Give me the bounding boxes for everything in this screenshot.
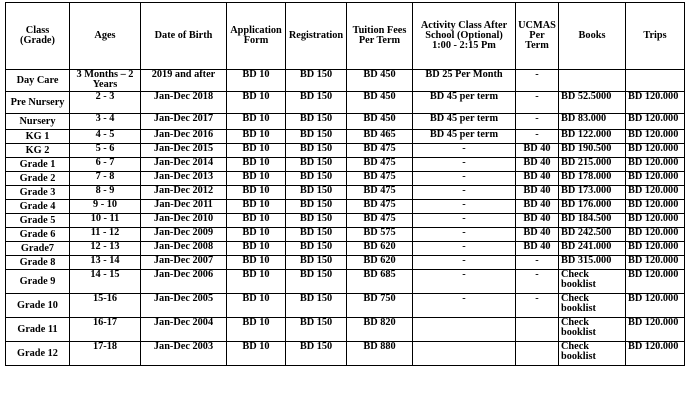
cell-class: Grade 6 bbox=[6, 228, 70, 242]
cell-dob: Jan-Dec 2013 bbox=[141, 172, 227, 186]
cell-books: BD 83.000 bbox=[559, 114, 626, 130]
cell-application: BD 10 bbox=[227, 228, 286, 242]
table-row bbox=[6, 228, 685, 242]
cell-activity: - bbox=[413, 158, 516, 172]
cell-trips: BD 120.000 bbox=[626, 242, 685, 256]
cell-registration: BD 150 bbox=[286, 92, 347, 114]
cell-ucmas: BD 40 bbox=[516, 214, 559, 228]
cell-tuition: BD 475 bbox=[347, 214, 413, 228]
cell-ucmas: BD 40 bbox=[516, 172, 559, 186]
cell-trips bbox=[626, 70, 685, 92]
cell-class: Grade 12 bbox=[6, 342, 70, 366]
cell-activity: - bbox=[413, 214, 516, 228]
cell-ages: 4 - 5 bbox=[70, 130, 141, 144]
cell-ages: 10 - 11 bbox=[70, 214, 141, 228]
cell-dob: Jan-Dec 2014 bbox=[141, 158, 227, 172]
table-row bbox=[6, 214, 685, 228]
cell-trips: BD 120.000 bbox=[626, 294, 685, 318]
cell-trips: BD 120.000 bbox=[626, 92, 685, 114]
cell-registration: BD 150 bbox=[286, 114, 347, 130]
table-row bbox=[6, 172, 685, 186]
cell-registration: BD 150 bbox=[286, 228, 347, 242]
cell-ucmas: BD 40 bbox=[516, 200, 559, 214]
table-row bbox=[6, 256, 685, 270]
cell-books: BD 241.000 bbox=[559, 242, 626, 256]
cell-class: Nursery bbox=[6, 114, 70, 130]
cell-books: BD 178.000 bbox=[559, 172, 626, 186]
cell-dob: Jan-Dec 2012 bbox=[141, 186, 227, 200]
cell-application: BD 10 bbox=[227, 294, 286, 318]
cell-books: BD 176.000 bbox=[559, 200, 626, 214]
cell-ages: 14 - 15 bbox=[70, 270, 141, 294]
cell-application: BD 10 bbox=[227, 214, 286, 228]
cell-application: BD 10 bbox=[227, 256, 286, 270]
cell-dob: Jan-Dec 2006 bbox=[141, 270, 227, 294]
cell-trips: BD 120.000 bbox=[626, 228, 685, 242]
cell-tuition: BD 450 bbox=[347, 70, 413, 92]
cell-ages: 7 - 8 bbox=[70, 172, 141, 186]
cell-class: Pre Nursery bbox=[6, 92, 70, 114]
cell-registration: BD 150 bbox=[286, 270, 347, 294]
fee-table bbox=[5, 2, 685, 366]
cell-ages: 3 - 4 bbox=[70, 114, 141, 130]
table-row bbox=[6, 200, 685, 214]
table-row bbox=[6, 92, 685, 114]
cell-tuition: BD 450 bbox=[347, 114, 413, 130]
cell-application: BD 10 bbox=[227, 114, 286, 130]
cell-registration: BD 150 bbox=[286, 214, 347, 228]
cell-registration: BD 150 bbox=[286, 200, 347, 214]
table-row bbox=[6, 294, 685, 318]
cell-tuition: BD 475 bbox=[347, 158, 413, 172]
cell-class: Grade 4 bbox=[6, 200, 70, 214]
cell-books: BD 215.000 bbox=[559, 158, 626, 172]
cell-registration: BD 150 bbox=[286, 70, 347, 92]
cell-activity: - bbox=[413, 144, 516, 158]
table-row bbox=[6, 114, 685, 130]
cell-ages: 8 - 9 bbox=[70, 186, 141, 200]
cell-registration: BD 150 bbox=[286, 158, 347, 172]
table-row bbox=[6, 70, 685, 92]
cell-registration: BD 150 bbox=[286, 294, 347, 318]
cell-activity: BD 25 Per Month bbox=[413, 70, 516, 92]
cell-tuition: BD 685 bbox=[347, 270, 413, 294]
cell-activity: BD 45 per term bbox=[413, 92, 516, 114]
cell-activity: - bbox=[413, 270, 516, 294]
cell-dob: Jan-Dec 2007 bbox=[141, 256, 227, 270]
cell-books: BD 52.5000 bbox=[559, 92, 626, 114]
cell-ucmas: - bbox=[516, 92, 559, 114]
cell-books: Check booklist bbox=[559, 342, 626, 366]
cell-ages: 9 - 10 bbox=[70, 200, 141, 214]
cell-trips: BD 120.000 bbox=[626, 214, 685, 228]
cell-activity bbox=[413, 342, 516, 366]
cell-ages: 13 - 14 bbox=[70, 256, 141, 270]
cell-tuition: BD 465 bbox=[347, 130, 413, 144]
cell-books: Check booklist bbox=[559, 294, 626, 318]
cell-tuition: BD 880 bbox=[347, 342, 413, 366]
cell-dob: Jan-Dec 2003 bbox=[141, 342, 227, 366]
cell-tuition: BD 475 bbox=[347, 144, 413, 158]
cell-ucmas: - bbox=[516, 256, 559, 270]
table-row bbox=[6, 186, 685, 200]
cell-ucmas: - bbox=[516, 70, 559, 92]
cell-trips: BD 120.000 bbox=[626, 158, 685, 172]
cell-ucmas: BD 40 bbox=[516, 186, 559, 200]
cell-dob: Jan-Dec 2015 bbox=[141, 144, 227, 158]
cell-class: Grade7 bbox=[6, 242, 70, 256]
cell-dob: Jan-Dec 2004 bbox=[141, 318, 227, 342]
cell-ages: 2 - 3 bbox=[70, 92, 141, 114]
cell-tuition: BD 575 bbox=[347, 228, 413, 242]
cell-books: BD 184.500 bbox=[559, 214, 626, 228]
cell-tuition: BD 820 bbox=[347, 318, 413, 342]
cell-registration: BD 150 bbox=[286, 172, 347, 186]
cell-books: BD 190.500 bbox=[559, 144, 626, 158]
cell-application: BD 10 bbox=[227, 318, 286, 342]
cell-books: BD 122.000 bbox=[559, 130, 626, 144]
cell-ages: 5 - 6 bbox=[70, 144, 141, 158]
col-header-trips: Trips bbox=[626, 3, 685, 70]
cell-ages: 11 - 12 bbox=[70, 228, 141, 242]
cell-class: Day Care bbox=[6, 70, 70, 92]
cell-ages: 16-17 bbox=[70, 318, 141, 342]
col-header-class: Class (Grade) bbox=[6, 3, 70, 70]
cell-activity: - bbox=[413, 294, 516, 318]
cell-tuition: BD 620 bbox=[347, 242, 413, 256]
cell-ucmas: - bbox=[516, 130, 559, 144]
cell-class: KG 1 bbox=[6, 130, 70, 144]
cell-tuition: BD 475 bbox=[347, 172, 413, 186]
cell-ucmas: - bbox=[516, 294, 559, 318]
cell-tuition: BD 750 bbox=[347, 294, 413, 318]
cell-activity: - bbox=[413, 256, 516, 270]
table-row bbox=[6, 130, 685, 144]
col-header-activity: Activity Class After School (Optional) 1:00 - 2:15 Pm bbox=[413, 3, 516, 70]
cell-application: BD 10 bbox=[227, 200, 286, 214]
cell-ucmas bbox=[516, 342, 559, 366]
cell-dob: Jan-Dec 2008 bbox=[141, 242, 227, 256]
cell-books: BD 173.000 bbox=[559, 186, 626, 200]
cell-tuition: BD 450 bbox=[347, 92, 413, 114]
cell-application: BD 10 bbox=[227, 172, 286, 186]
cell-ages: 15-16 bbox=[70, 294, 141, 318]
table-row bbox=[6, 144, 685, 158]
cell-ucmas: BD 40 bbox=[516, 144, 559, 158]
cell-class: Grade 9 bbox=[6, 270, 70, 294]
cell-ucmas: - bbox=[516, 114, 559, 130]
cell-class: Grade 11 bbox=[6, 318, 70, 342]
fee-table-container bbox=[5, 2, 685, 366]
cell-trips: BD 120.000 bbox=[626, 256, 685, 270]
cell-dob: 2019 and after bbox=[141, 70, 227, 92]
cell-application: BD 10 bbox=[227, 130, 286, 144]
cell-dob: Jan-Dec 2011 bbox=[141, 200, 227, 214]
col-header-ucmas: UCMAS Per Term bbox=[516, 3, 559, 70]
cell-trips: BD 120.000 bbox=[626, 200, 685, 214]
cell-activity: BD 45 per term bbox=[413, 114, 516, 130]
cell-ucmas: BD 40 bbox=[516, 158, 559, 172]
cell-class: KG 2 bbox=[6, 144, 70, 158]
cell-application: BD 10 bbox=[227, 270, 286, 294]
cell-activity: - bbox=[413, 200, 516, 214]
col-header-tuition: Tuition Fees Per Term bbox=[347, 3, 413, 70]
col-header-books: Books bbox=[559, 3, 626, 70]
cell-ages: 12 - 13 bbox=[70, 242, 141, 256]
cell-ages: 3 Months – 2 Years bbox=[70, 70, 141, 92]
cell-class: Grade 5 bbox=[6, 214, 70, 228]
cell-trips: BD 120.000 bbox=[626, 130, 685, 144]
cell-registration: BD 150 bbox=[286, 242, 347, 256]
cell-dob: Jan-Dec 2018 bbox=[141, 92, 227, 114]
cell-registration: BD 150 bbox=[286, 130, 347, 144]
cell-activity bbox=[413, 318, 516, 342]
cell-trips: BD 120.000 bbox=[626, 114, 685, 130]
cell-dob: Jan-Dec 2017 bbox=[141, 114, 227, 130]
cell-ucmas: - bbox=[516, 270, 559, 294]
cell-activity: - bbox=[413, 186, 516, 200]
cell-application: BD 10 bbox=[227, 342, 286, 366]
col-header-registration: Registration bbox=[286, 3, 347, 70]
cell-books: Check booklist bbox=[559, 270, 626, 294]
cell-trips: BD 120.000 bbox=[626, 172, 685, 186]
cell-ages: 6 - 7 bbox=[70, 158, 141, 172]
cell-trips: BD 120.000 bbox=[626, 270, 685, 294]
cell-tuition: BD 620 bbox=[347, 256, 413, 270]
cell-application: BD 10 bbox=[227, 70, 286, 92]
cell-tuition: BD 475 bbox=[347, 200, 413, 214]
cell-class: Grade 10 bbox=[6, 294, 70, 318]
cell-trips: BD 120.000 bbox=[626, 342, 685, 366]
cell-class: Grade 3 bbox=[6, 186, 70, 200]
cell-trips: BD 120.000 bbox=[626, 186, 685, 200]
header-row bbox=[6, 3, 685, 70]
col-header-ages: Ages bbox=[70, 3, 141, 70]
cell-ucmas bbox=[516, 318, 559, 342]
cell-application: BD 10 bbox=[227, 158, 286, 172]
cell-ages: 17-18 bbox=[70, 342, 141, 366]
fee-table-body bbox=[6, 70, 685, 366]
cell-tuition: BD 475 bbox=[347, 186, 413, 200]
cell-class: Grade 8 bbox=[6, 256, 70, 270]
cell-activity: BD 45 per term bbox=[413, 130, 516, 144]
table-row bbox=[6, 342, 685, 366]
cell-activity: - bbox=[413, 228, 516, 242]
table-row bbox=[6, 270, 685, 294]
cell-class: Grade 1 bbox=[6, 158, 70, 172]
cell-ucmas: BD 40 bbox=[516, 228, 559, 242]
cell-books: BD 242.500 bbox=[559, 228, 626, 242]
cell-application: BD 10 bbox=[227, 242, 286, 256]
cell-books: BD 315.000 bbox=[559, 256, 626, 270]
col-header-dob: Date of Birth bbox=[141, 3, 227, 70]
cell-activity: - bbox=[413, 242, 516, 256]
table-row bbox=[6, 242, 685, 256]
cell-class: Grade 2 bbox=[6, 172, 70, 186]
cell-activity: - bbox=[413, 172, 516, 186]
table-row bbox=[6, 158, 685, 172]
col-header-application: Application Form bbox=[227, 3, 286, 70]
cell-dob: Jan-Dec 2005 bbox=[141, 294, 227, 318]
table-row bbox=[6, 318, 685, 342]
cell-trips: BD 120.000 bbox=[626, 144, 685, 158]
cell-registration: BD 150 bbox=[286, 144, 347, 158]
cell-ucmas: BD 40 bbox=[516, 242, 559, 256]
cell-trips: BD 120.000 bbox=[626, 318, 685, 342]
cell-dob: Jan-Dec 2010 bbox=[141, 214, 227, 228]
cell-registration: BD 150 bbox=[286, 186, 347, 200]
cell-dob: Jan-Dec 2016 bbox=[141, 130, 227, 144]
cell-application: BD 10 bbox=[227, 144, 286, 158]
cell-application: BD 10 bbox=[227, 92, 286, 114]
cell-books: Check booklist bbox=[559, 318, 626, 342]
cell-registration: BD 150 bbox=[286, 256, 347, 270]
cell-dob: Jan-Dec 2009 bbox=[141, 228, 227, 242]
cell-registration: BD 150 bbox=[286, 318, 347, 342]
cell-books bbox=[559, 70, 626, 92]
cell-application: BD 10 bbox=[227, 186, 286, 200]
cell-registration: BD 150 bbox=[286, 342, 347, 366]
